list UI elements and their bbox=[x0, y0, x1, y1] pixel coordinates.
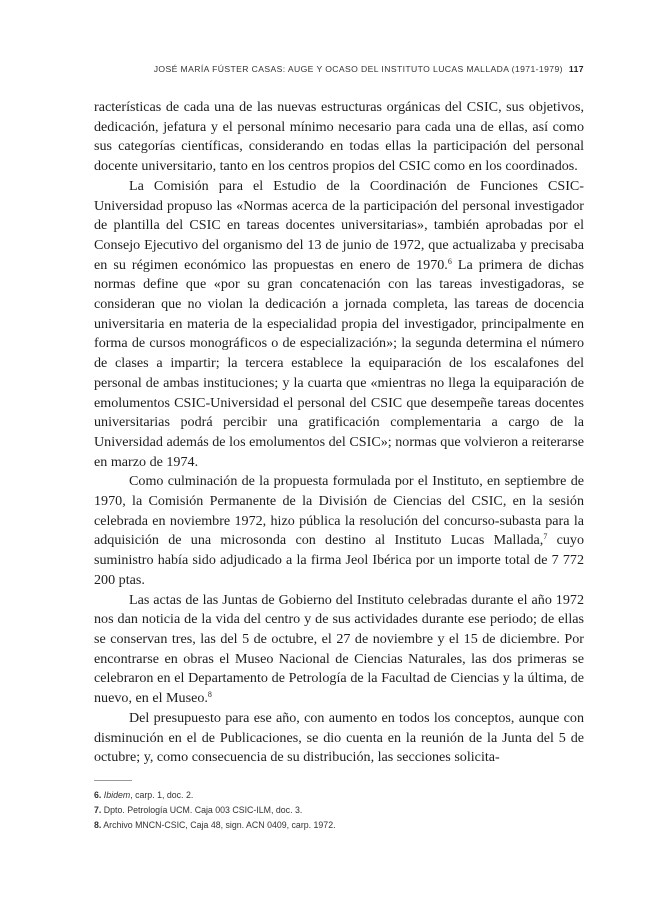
running-header bbox=[150, 64, 584, 74]
footnote-text: , carp. 1, doc. 2. bbox=[130, 790, 194, 800]
footnote-text: Dpto. Petrología UCM. Caja 003 CSIC-ILM, doc. 3. bbox=[101, 805, 303, 815]
paragraph-2 bbox=[94, 177, 584, 473]
paragraph-4-text-a: Las actas de las Juntas de Gobierno del Instituto celebradas durante el año 1972 nos dan noticia de la vida del centro y de sus actividades durante ese periodo; de ellas se conservan tres, las del 5 de octubre, el 27 de noviembre y el 15 de diciembre. Por encontrarse en obras el Museo Nacional de Ciencias Naturales, las dos primeras se celebraron en el Departamento de Petrología de la Facultad de Ciencias y la última, de nuevo, en el Museo. bbox=[94, 591, 584, 707]
paragraph-3 bbox=[94, 472, 584, 590]
page-number: 117 bbox=[568, 64, 584, 74]
paragraph-3-text-b: cuyo suministro había sido adjudicado a la firma Jeol Ibérica por un importe total de 7 772 200 ptas. bbox=[94, 532, 584, 588]
paragraph-2-text-a: La Comisión para el Estudio de la Coordinación de Funciones CSIC-Universidad propuso las «Normas acerca de la participación del personal investigador de plantilla del CSIC en tareas docentes universitarias», también aprobadas por el Consejo Ejecutivo del organismo del 13 de junio de 1972, que actualizaba y precisaba en su régimen económico las propuestas en enero de 1970. bbox=[94, 177, 584, 273]
footnote-italic-text: Ibidem bbox=[103, 790, 131, 800]
footnote-number: 6. bbox=[94, 790, 102, 800]
footnote-ref-8[interactable]: 8 bbox=[207, 690, 212, 700]
footnote-ref-6[interactable]: 6 bbox=[447, 256, 452, 266]
running-title: JOSÉ MARÍA FÚSTER CASAS: AUGE Y OCASO DEL INSTITUTO LUCAS MALLADA (1971-1979) bbox=[153, 64, 563, 74]
footnote-8 bbox=[94, 818, 584, 833]
paragraph-2-text-b: La primera de dichas normas define que «por su gran concatenación con las tareas investigadoras, se consideran que no violan la dedicación a jornada completa, las tareas de docencia universitaria en materia de la especialidad propia del investigador, principalmente en forma de cursos monográficos o de especialización»; la segunda determina el número de clases a impartir; la tercera establece la equiparación de los escalafones del personal de ambas instituciones; y la cuarta que «mientras no llega la equiparación de emolumentos CSIC-Universidad el personal del CSIC que desempeñe tareas docentes universitarias podrá percibir una gratificación complementaria a cargo de la Universidad además de los emolumentos del CSIC»; normas que volvieron a reiterarse en marzo de 1974. bbox=[94, 256, 584, 470]
footnote-7 bbox=[94, 803, 584, 818]
footnote-text: Archivo MNCN-CSIC, Caja 48, sign. ACN 0409, carp. 1972. bbox=[101, 820, 336, 830]
paragraph-3-text-a: Como culminación de la propuesta formulada por el Instituto, en septiembre de 1970, la Comisión Permanente de la División de Ciencias del CSIC, en la sesión celebrada en noviembre 1972, hizo pública la resolución del concurso-subasta para la adquisición de una microsonda con destino al Instituto Lucas Mallada, bbox=[94, 473, 584, 549]
footnote-6 bbox=[94, 788, 584, 803]
footnote-divider bbox=[94, 780, 132, 781]
footnotes bbox=[94, 788, 584, 833]
paragraph-5: Del presupuesto para ese año, con aumento en todos los conceptos, aunque con disminución en el de Publicaciones, se dio cuenta en la reunión de la Junta del 5 de octubre; y, como consecuencia de su distribución, las secciones solicita- bbox=[94, 709, 584, 766]
paragraph-1: racterísticas de cada una de las nuevas estructuras orgánicas del CSIC, sus objetivos, dedicación, jefatura y el personal mínimo necesario para cada una de ellas, así como sus categorías científicas, considerando en todas ellas la participación del personal docente universitario, tanto en los centros propios del CSIC como en los coordinados. bbox=[94, 99, 584, 175]
paragraph-4 bbox=[94, 591, 584, 709]
footnote-ref-7[interactable]: 7 bbox=[543, 532, 548, 542]
footnote-number: 8. bbox=[94, 820, 102, 830]
footnote-number: 7. bbox=[94, 805, 102, 815]
main-text bbox=[94, 98, 584, 768]
